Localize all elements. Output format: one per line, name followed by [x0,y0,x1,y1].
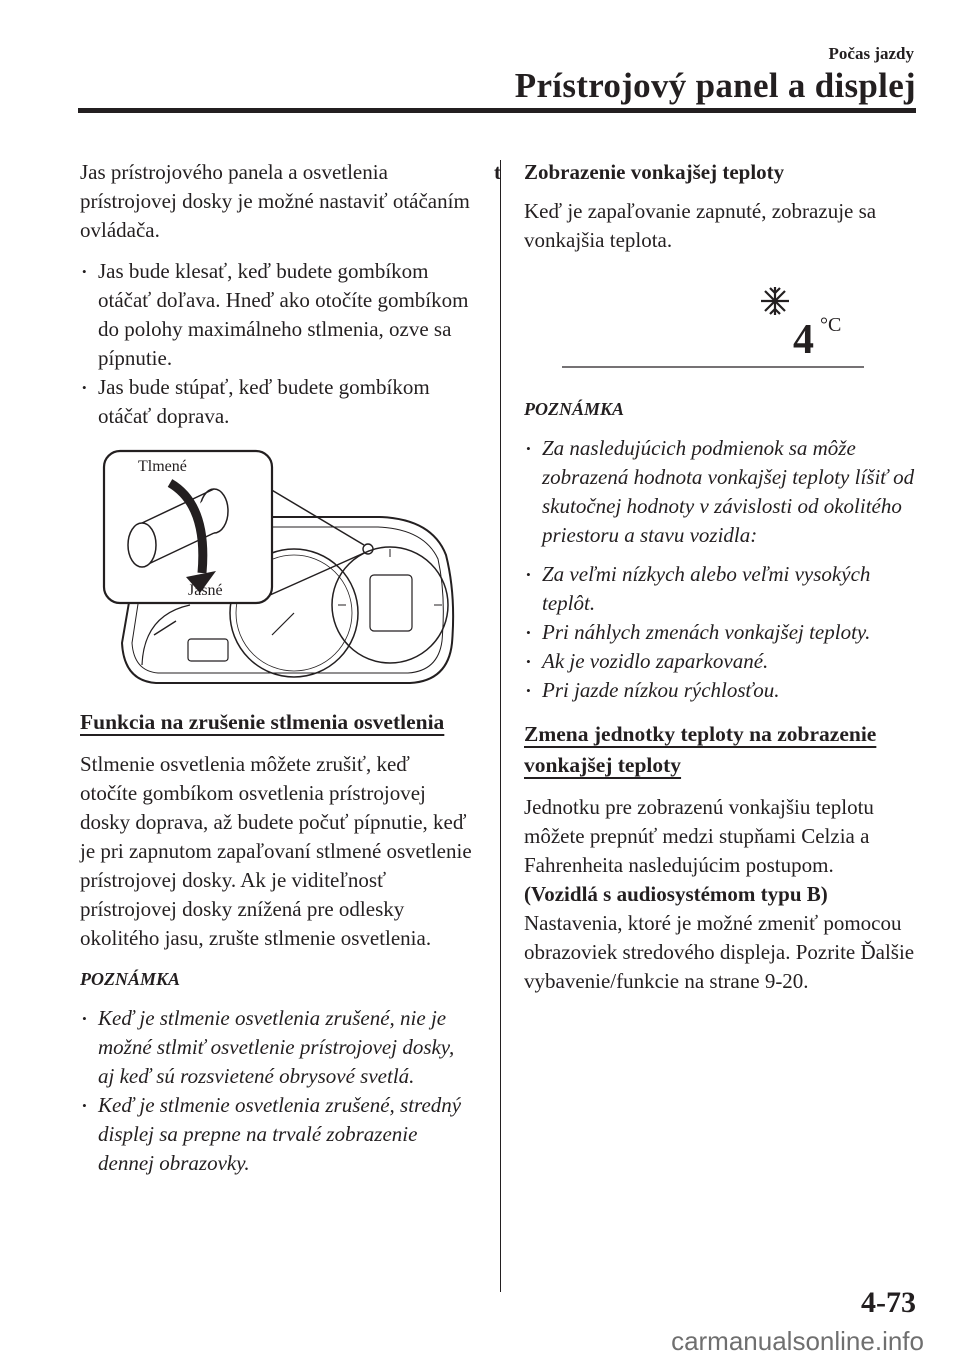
watermark: carmanualsonline.info [671,1326,924,1356]
brightness-bullet-list [80,257,472,431]
label-dim: Tlmené [138,458,187,475]
temperature-unit: °C [820,314,842,336]
list-item: • Keď je stlmenie osvetlenia zrušené, nie je možné stlmiť osvetlenie prístrojovej dosky, aj keď sú rozsvietené obrysové svetlá. [80,1004,472,1091]
temperature-display-figure [524,269,919,381]
label-bright: Jasné [188,582,223,599]
right-column [494,158,919,996]
list-item: • Jas bude stúpať, keď budete gombíkom otáčať doprava. [80,373,472,431]
note-bullet-list [524,434,919,550]
list-item: • Jas bude klesať, keď budete gombíkom otáčať doľava. Hneď ako otočíte gombíkom do polohy maximálneho stlmenia, ozve sa pípnutie. [80,257,472,373]
note-label: POZNÁMKA [524,399,625,419]
cancel-dimming-heading: Funkcia na zrušenie stlmenia osvetlenia [80,710,445,734]
cancel-dimming-text: Stlmenie osvetlenia môžete zrušiť, keď otočíte gombíkom osvetlenia prístrojovej dosky doprava, až budete počuť pípnutie, keď je pri zapnutom zapaľovaní stlmené osvetlenie prístrojovej dosky. Ak je viditeľnosť prístrojovej dosky znížená pre odlesky okolitého jasu, zrušte stlmenie osvetlenia. [80,752,472,950]
unit-change-text-2: Nastavenia, ktoré je možné zmeniť pomocou obrazoviek stredového displeja. Pozrite Ďalšie vybavenie/funkcie na strane 9-20. [524,911,915,993]
snowflake-icon [761,287,789,315]
note-sub-bullet-list [524,560,919,705]
page-number: 4-73 [861,1286,916,1319]
dimmer-knob-figure [80,445,472,693]
unit-change-heading: Zmena jednotky teploty na zobrazenie vonkajšej teploty [524,722,877,777]
list-item: • Pri jazde nízkou rýchlosťou. [524,676,919,705]
list-item: • Ak je vozidlo zaparkované. [524,647,919,676]
list-item: • Keď je stlmenie osvetlenia zrušené, stredný displej sa prepne na trvalé zobrazenie dennej obrazovky. [80,1091,472,1178]
list-item: • Za nasledujúcich podmienok sa môže zobrazená hodnota vonkajšej teploty líšiť od skutočnej hodnoty v závislosti od okolitého priestoru a stavu vozidla: [524,434,919,550]
note-label: POZNÁMKA [80,969,181,989]
left-column [80,158,472,1188]
list-item: • Za veľmi nízkych alebo veľmi vysokých teplôt. [524,560,919,618]
header-section-label: Počas jazdy [828,44,914,63]
list-item: • Pri náhlych zmenách vonkajšej teploty. [524,618,919,647]
temperature-value: 4 [793,317,814,363]
unit-change-condition: (Vozidlá s audiosystémom typu B) [524,882,828,906]
note-bullet-list [80,1004,472,1178]
header-rule [78,108,916,113]
intro-paragraph: Jas prístrojového panela a osvetlenia prístrojovej dosky je možné nastaviť otáčaním ovládača. [80,160,470,242]
page-title: Prístrojový panel a displej [514,66,916,105]
outside-temp-heading: t Zobrazenie vonkajšej teploty [524,158,919,187]
section-marker: t [494,160,501,184]
column-divider [500,160,501,1292]
outside-temp-text: Keď je zapaľovanie zapnuté, zobrazuje sa vonkajšia teplota. [524,199,877,252]
unit-change-text: Jednotku pre zobrazenú vonkajšiu teplotu môžete prepnúť medzi stupňami Celzia a Fahrenheita nasledujúcim postupom. [524,795,874,877]
